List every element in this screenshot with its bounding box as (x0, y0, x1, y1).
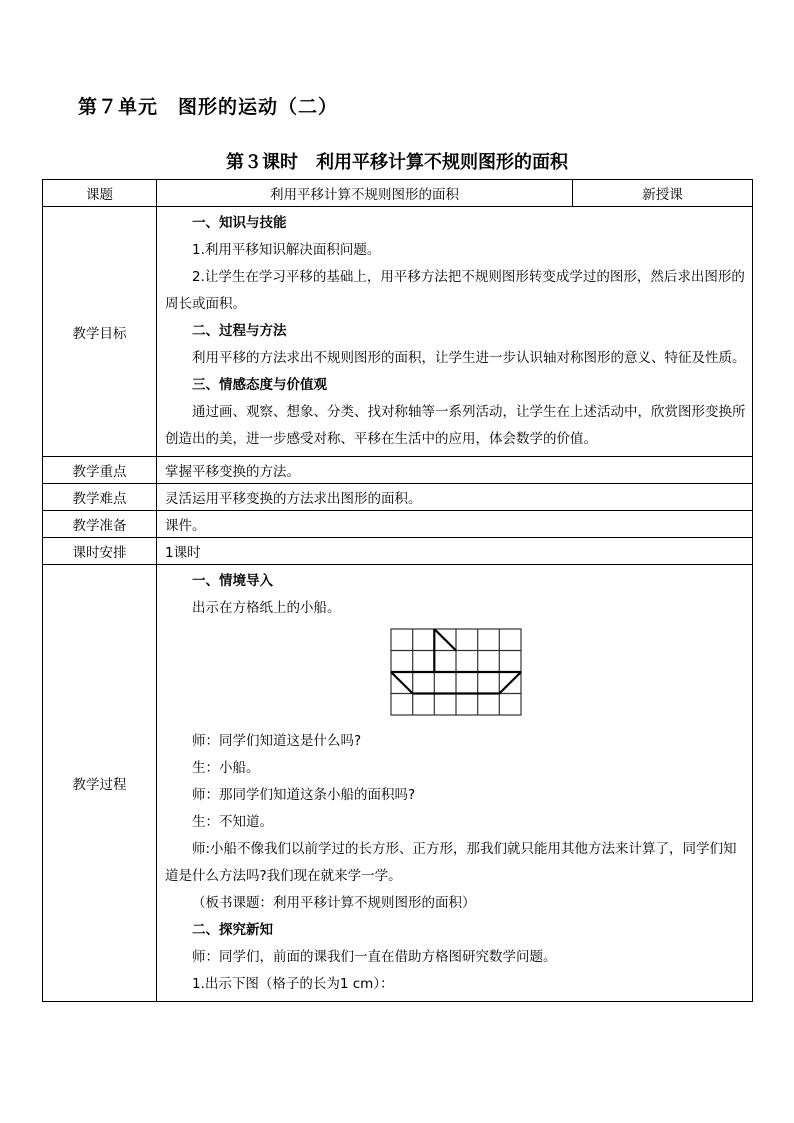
schedule-label: 课时安排 (43, 538, 157, 565)
objectives-item-2: 2.让学生在学习平移的基础上，用平移方法把不规则图形转变成学过的图形，然后求出图形的周长或面积。 (165, 269, 745, 312)
process-line-9: 1.出示下图（格子的长为1 cm）： (192, 976, 394, 992)
process-line-3: 生：小船。 (192, 760, 260, 776)
process-content (157, 565, 753, 1002)
preparation-label: 教学准备 (43, 511, 157, 538)
process-line-4: 师：那同学们知道这条小船的面积吗? (192, 787, 416, 803)
lesson-plan-table (42, 179, 753, 1002)
key-point-row (43, 457, 753, 484)
process-label: 教学过程 (43, 565, 157, 1002)
process-line-8: 师：同学们，前面的课我们一直在借助方格图研究数学问题。 (192, 949, 557, 965)
objectives-item-1: 1.利用平移知识解决面积问题。 (192, 242, 381, 258)
difficulty-row (43, 484, 753, 511)
objectives-heading-2: 二、过程与方法 (192, 323, 287, 339)
objectives-label: 教学目标 (43, 207, 157, 457)
process-row (43, 565, 753, 1002)
key-point-text: 掌握平移变换的方法。 (157, 457, 753, 484)
process-line-7: （板书课题：利用平移计算不规则图形的面积） (192, 895, 476, 911)
lesson-title: 第３课时 利用平移计算不规则图形的面积 (226, 152, 568, 173)
process-heading-2: 二、探究新知 (192, 922, 273, 938)
header-row (43, 180, 753, 207)
difficulty-label: 教学难点 (43, 484, 157, 511)
schedule-row (43, 538, 753, 565)
difficulty-text: 灵活运用平移变换的方法求出图形的面积。 (157, 484, 753, 511)
process-line-1: 出示在方格纸上的小船。 (192, 600, 341, 616)
schedule-text: 1课时 (157, 538, 753, 565)
topic-value: 利用平移计算不规则图形的面积 (157, 180, 573, 207)
process-heading-1: 一、情境导入 (192, 573, 273, 589)
preparation-text: 课件。 (157, 511, 753, 538)
process-line-5: 生：不知道。 (192, 814, 273, 830)
objectives-row (43, 207, 753, 457)
topic-label: 课题 (43, 180, 157, 207)
objectives-item-3: 利用平移的方法求出不规则图形的面积，让学生进一步认识轴对称图形的意义、特征及性质。 (192, 350, 746, 366)
boat-figure (165, 622, 746, 728)
objectives-content (157, 207, 753, 457)
preparation-row (43, 511, 753, 538)
objectives-heading-1: 一、知识与技能 (192, 215, 287, 231)
process-line-6: 师:小船不像我们以前学过的长方形、正方形，那我们就只能用其他方法来计算了，同学们知道是什么方法吗?我们现在就来学一学。 (165, 841, 737, 884)
key-point-label: 教学重点 (43, 457, 157, 484)
objectives-heading-3: 三、情感态度与价值观 (192, 377, 327, 393)
boat-grid-illustration (390, 628, 522, 716)
objectives-item-4: 通过画、观察、想象、分类、找对称轴等一系列活动，让学生在上述活动中，欣赏图形变换所创造出的美，进一步感受对称、平移在生活中的应用，体会数学的价值。 (165, 404, 746, 447)
unit-title: 第７单元 图形的运动（二） (78, 96, 339, 118)
lesson-type: 新授课 (573, 180, 753, 207)
process-line-2: 师：同学们知道这是什么吗? (192, 733, 362, 749)
